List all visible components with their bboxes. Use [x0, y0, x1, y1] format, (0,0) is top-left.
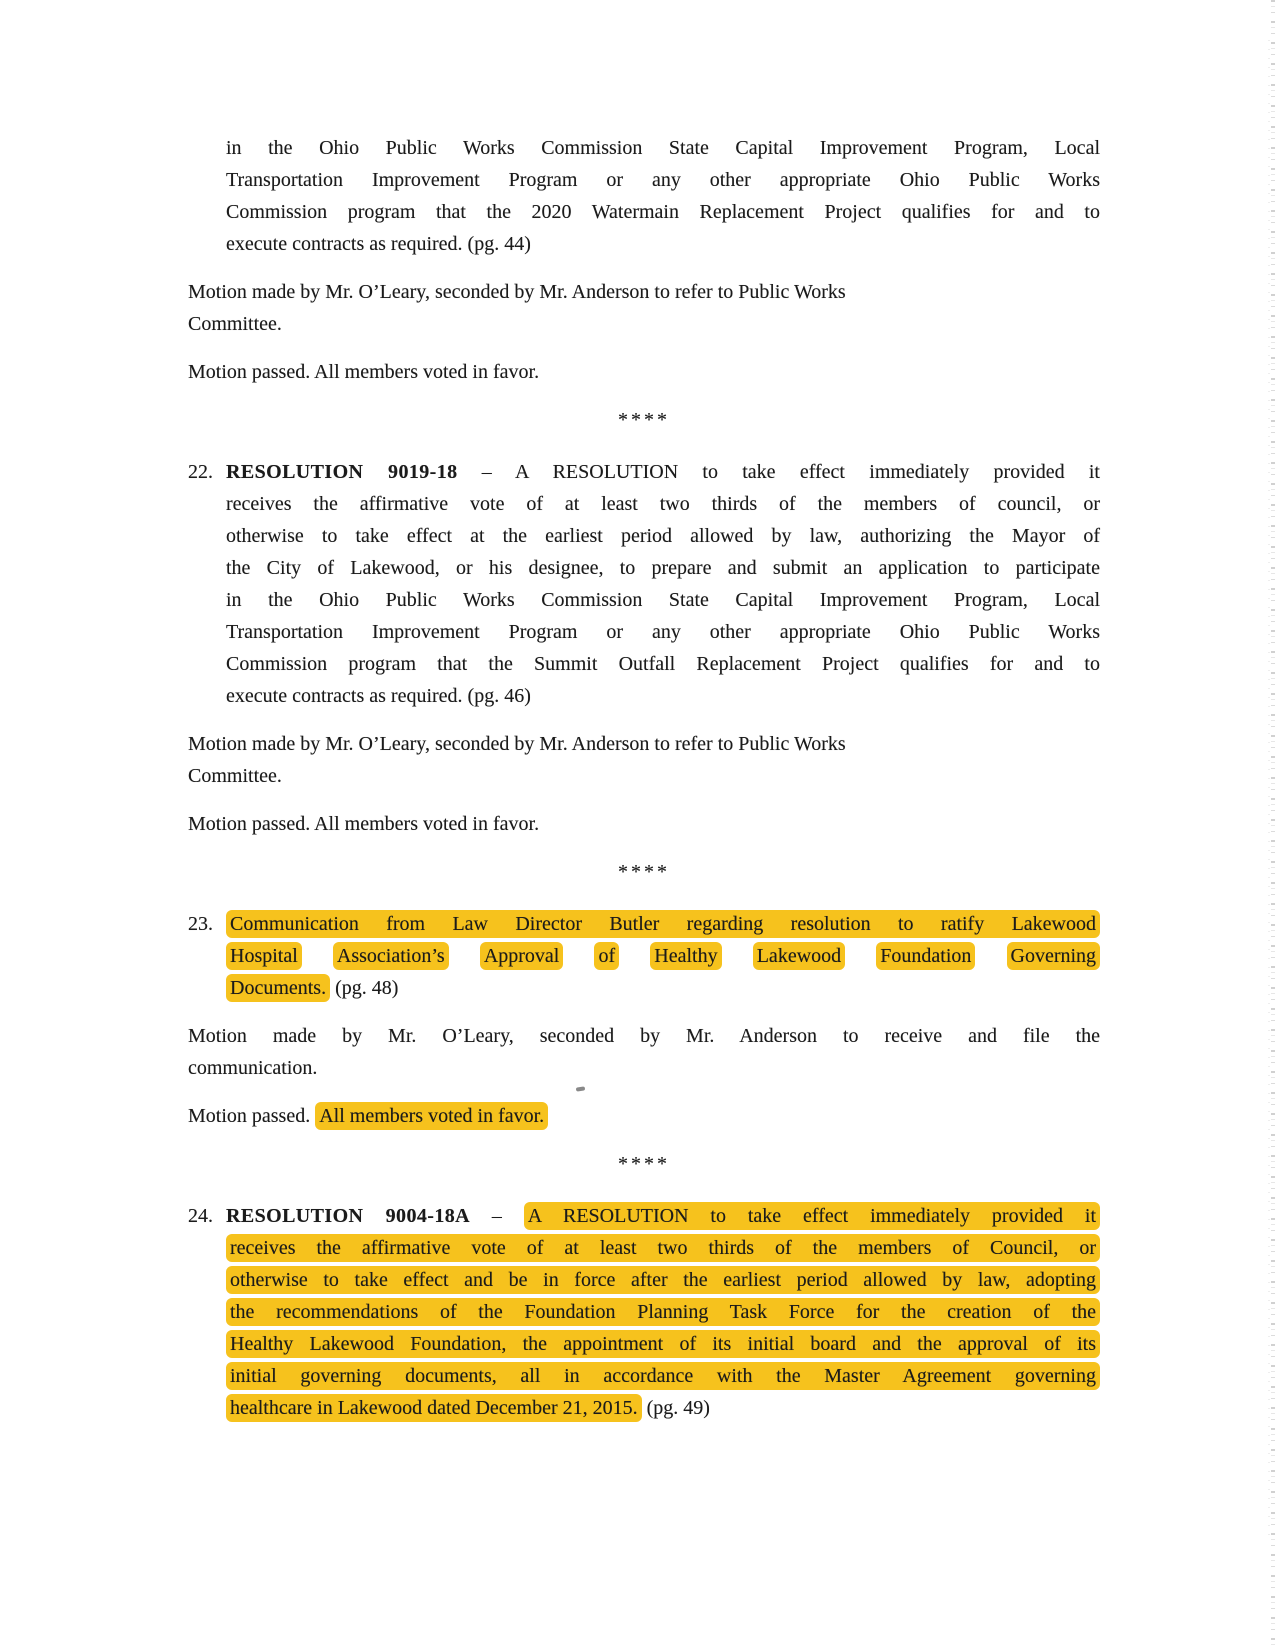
- text-segment: Commission program that the Summit Outfall Replacement Project qualifies for and to: [226, 653, 1100, 675]
- scan-artifact: [576, 1086, 585, 1091]
- highlighted-word: Healthy: [650, 942, 721, 970]
- text-line: [226, 908, 1100, 940]
- highlighted-text: Communication from Law Director Butler regarding resolution to ratify Lakewood: [226, 910, 1100, 938]
- text-line: [226, 1328, 1100, 1360]
- agenda-item-22: [188, 456, 1100, 712]
- agenda-item-23: [188, 908, 1100, 1004]
- text-line: [226, 520, 1100, 552]
- text-line: [226, 1232, 1100, 1264]
- highlighted-word: of: [594, 942, 619, 970]
- text-segment: Committee.: [188, 313, 282, 335]
- item-number: 24.: [188, 1205, 213, 1227]
- text-line: [226, 1200, 1100, 1232]
- agenda-item-24: [188, 1200, 1100, 1424]
- motion-made-paragraph-22: [188, 728, 1100, 792]
- section-separator: ****: [618, 1153, 670, 1175]
- item-number: 22.: [188, 461, 213, 483]
- resolution-number-label: RESOLUTION 9004-18A: [226, 1205, 470, 1227]
- text-line: [188, 1052, 1100, 1084]
- text-line: [188, 808, 1100, 840]
- text-line: [226, 1360, 1100, 1392]
- highlighted-word: Governing: [1007, 942, 1101, 970]
- motion-passed-paragraph-21: [188, 356, 1100, 388]
- text-segment: Motion passed. All members voted in favor.: [188, 361, 540, 383]
- highlighted-text: the recommendations of the Foundation Planning Task Force for the creation of the: [226, 1298, 1100, 1326]
- text-line: [188, 728, 1100, 760]
- highlighted-text: initial governing documents, all in accordance with the Master Agreement governing: [226, 1362, 1100, 1390]
- text-line: [226, 1392, 1100, 1424]
- highlighted-text: healthcare in Lakewood dated December 21, 2015.: [226, 1394, 642, 1422]
- text-line: [226, 680, 1100, 712]
- text-segment: – A RESOLUTION to take effect immediately provided it: [457, 461, 1100, 483]
- highlighted-word: Hospital: [226, 942, 302, 970]
- resolution-number-label: RESOLUTION 9019-18: [226, 461, 458, 483]
- text-line: [226, 1264, 1100, 1296]
- highlighted-text: Documents.: [226, 974, 330, 1002]
- text-segment: (pg. 49): [641, 1397, 710, 1419]
- text-segment: the City of Lakewood, or his designee, to prepare and submit an application to participate: [226, 557, 1100, 579]
- scan-noise-strip: [1271, 0, 1275, 1650]
- section-separator: ****: [618, 409, 670, 431]
- item-number: 23.: [188, 913, 213, 935]
- text-segment: (pg. 48): [330, 977, 399, 999]
- highlighted-word: Lakewood: [753, 942, 845, 970]
- text-segment: –: [469, 1205, 524, 1227]
- text-segment: Committee.: [188, 765, 282, 787]
- text-line: [226, 1296, 1100, 1328]
- highlighted-word: Approval: [480, 942, 564, 970]
- text-segment: Motion passed.: [188, 1105, 316, 1127]
- text-line: [226, 456, 1100, 488]
- highlighted-text: A RESOLUTION to take effect immediately provided it: [524, 1202, 1100, 1230]
- motion-passed-paragraph-23: [188, 1100, 1100, 1132]
- text-segment: Commission program that the 2020 Watermain Replacement Project qualifies for and to: [226, 201, 1100, 223]
- text-line: [226, 972, 1100, 1004]
- text-line: [226, 584, 1100, 616]
- text-line: [226, 196, 1100, 228]
- highlighted-text: receives the affirmative vote of at least two thirds of the members of Council, or: [226, 1234, 1100, 1262]
- text-segment: receives the affirmative vote of at least two thirds of the members of council, or: [226, 493, 1100, 515]
- text-segment: Transportation Improvement Program or any other appropriate Ohio Public Works: [226, 621, 1100, 643]
- text-line: [188, 276, 1100, 308]
- text-segment: communication.: [188, 1057, 318, 1079]
- text-line: [226, 616, 1100, 648]
- text-segment: otherwise to take effect at the earliest period allowed by law, authorizing the Mayor of: [226, 525, 1100, 547]
- motion-passed-paragraph-22: [188, 808, 1100, 840]
- text-line: [226, 940, 1100, 972]
- text-line: [226, 648, 1100, 680]
- highlighted-word: Foundation: [876, 942, 975, 970]
- text-segment: in the Ohio Public Works Commission State Capital Improvement Program, Local: [226, 589, 1100, 611]
- item-21-continuation-paragraph: [188, 132, 1100, 260]
- text-line: [226, 488, 1100, 520]
- text-segment: execute contracts as required. (pg. 44): [226, 233, 531, 255]
- text-line: [226, 164, 1100, 196]
- text-segment: execute contracts as required. (pg. 46): [226, 685, 531, 707]
- text-line: [188, 356, 1100, 388]
- highlighted-word: Association’s: [333, 942, 449, 970]
- text-segment: Motion passed. All members voted in favor.: [188, 813, 540, 835]
- section-separator: ****: [618, 861, 670, 883]
- text-line: [226, 132, 1100, 164]
- text-line: [188, 308, 1100, 340]
- text-line: [188, 1020, 1100, 1052]
- text-line: [188, 1100, 1100, 1132]
- text-segment: Transportation Improvement Program or any other appropriate Ohio Public Works: [226, 169, 1100, 191]
- text-line: [226, 228, 1100, 260]
- text-line: [226, 552, 1100, 584]
- document-body: [188, 132, 1100, 1440]
- scan-noise-strip-2: [1268, 40, 1270, 1540]
- highlighted-text: Healthy Lakewood Foundation, the appointment of its initial board and the approval of its: [226, 1330, 1100, 1358]
- text-segment: Motion made by Mr. O’Leary, seconded by Mr. Anderson to receive and file the: [188, 1025, 1100, 1047]
- text-segment: in the Ohio Public Works Commission State Capital Improvement Program, Local: [226, 137, 1100, 159]
- highlighted-text: otherwise to take effect and be in force after the earliest period allowed by law, adopting: [226, 1266, 1100, 1294]
- text-segment: Motion made by Mr. O’Leary, seconded by Mr. Anderson to refer to Public Works: [188, 281, 846, 303]
- text-line: [188, 760, 1100, 792]
- motion-made-paragraph-23: [188, 1020, 1100, 1084]
- motion-made-paragraph-21: [188, 276, 1100, 340]
- text-segment: Motion made by Mr. O’Leary, seconded by Mr. Anderson to refer to Public Works: [188, 733, 846, 755]
- highlighted-text: All members voted in favor.: [315, 1102, 548, 1130]
